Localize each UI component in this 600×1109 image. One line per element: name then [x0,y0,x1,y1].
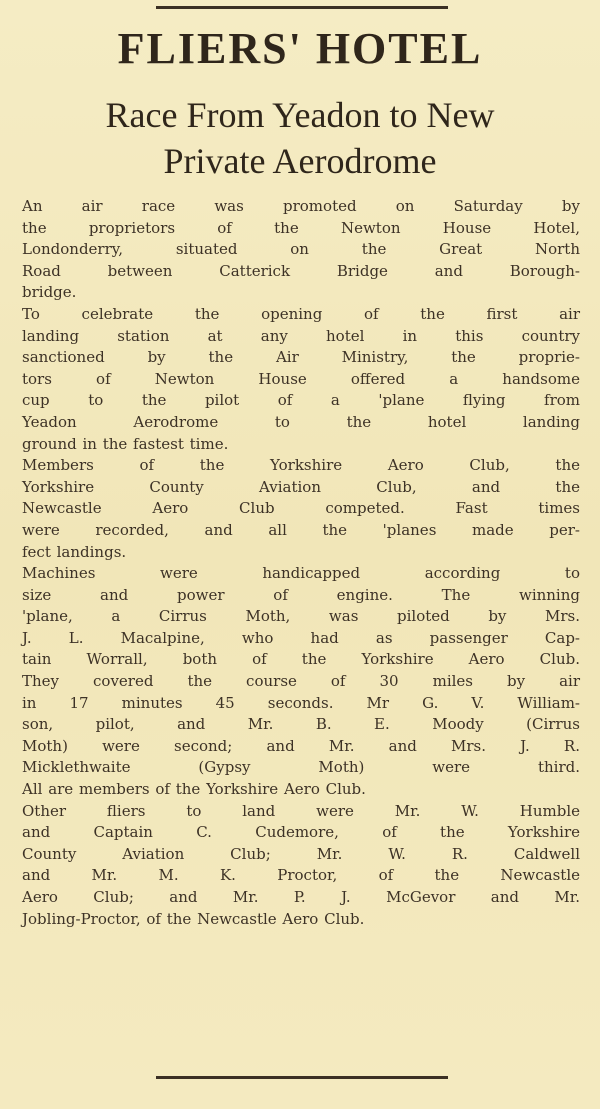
text-line: son, pilot, and Mr. B. E. Moody (Cirrus [22,715,580,734]
text-line: landing station at any hotel in this country [22,326,580,345]
text-line: cup to the pilot of a 'plane flying from [22,391,580,410]
text-line: Road between Catterick Bridge and Borough- [22,261,580,280]
text-line: and Captain C. Cudemore, of the Yorkshire [22,823,580,842]
text-line: the proprietors of the Newton House Hotel, [22,218,580,237]
paragraph [22,563,580,801]
text-line: Aero Club; and Mr. P. J. McGevor and Mr. [22,888,580,906]
text-line: sanctioned by the Air Ministry, the proprie- [22,348,580,367]
top-rule [156,6,448,9]
text-line: An air race was promoted on Saturday by [22,197,580,215]
text-line: were recorded, and all the 'planes made per- [22,520,580,539]
text-line: Moth) were second; and Mr. and Mrs. J. R. [22,736,580,755]
article-body [22,196,580,930]
text-line: Machines were handicapped according to [22,564,580,583]
text-line: tain Worrall, both of the Yorkshire Aero Club. [22,650,580,669]
subheadline-line: Private Aerodrome [163,141,437,181]
paragraph [22,196,580,304]
text-line: Newcastle Aero Club competed. Fast times [22,499,580,518]
text-line: in 17 minutes 45 seconds. Mr G. V. William- [22,693,580,712]
text-line: Micklethwaite (Gypsy Moth) were third. [22,758,580,777]
text-line: 'plane, a Cirrus Moth, was piloted by Mrs. [22,607,580,626]
text-line: Jobling-Proctor, of the Newcastle Aero Club. [22,909,365,928]
paragraph [22,801,580,931]
text-line: Londonderry, situated on the Great North [22,240,580,259]
text-line: Yeadon Aerodrome to the hotel landing [22,412,580,431]
text-line: County Aviation Club; Mr. W. R. Caldwell [22,844,580,863]
text-line: All are members of the Yorkshire Aero Club. [22,780,366,799]
text-line: J. L. Macalpine, who had as passenger Cap- [22,628,580,647]
paragraph [22,455,580,563]
text-line: bridge. [22,283,77,302]
headline: FLIERS' HOTEL [117,24,483,73]
subheadline-line: Race From Yeadon to New [105,95,495,135]
bottom-rule [156,1076,448,1079]
text-line: Other fliers to land were Mr. W. Humble [22,801,580,820]
text-line: Yorkshire County Aviation Club, and the [22,477,580,496]
text-line: tors of Newton House offered a handsome [22,369,580,388]
text-line: fect landings. [22,542,127,561]
text-line: To celebrate the opening of the first air [22,304,580,323]
text-line: and Mr. M. K. Proctor, of the Newcastle [22,866,580,885]
subheadline [0,92,600,184]
text-line: size and power of engine. The winning [22,585,580,604]
text-line: Members of the Yorkshire Aero Club, the [22,456,580,475]
paragraph [22,304,580,455]
text-line: They covered the course of 30 miles by air [22,672,580,691]
text-line: ground in the fastest time. [22,434,229,453]
